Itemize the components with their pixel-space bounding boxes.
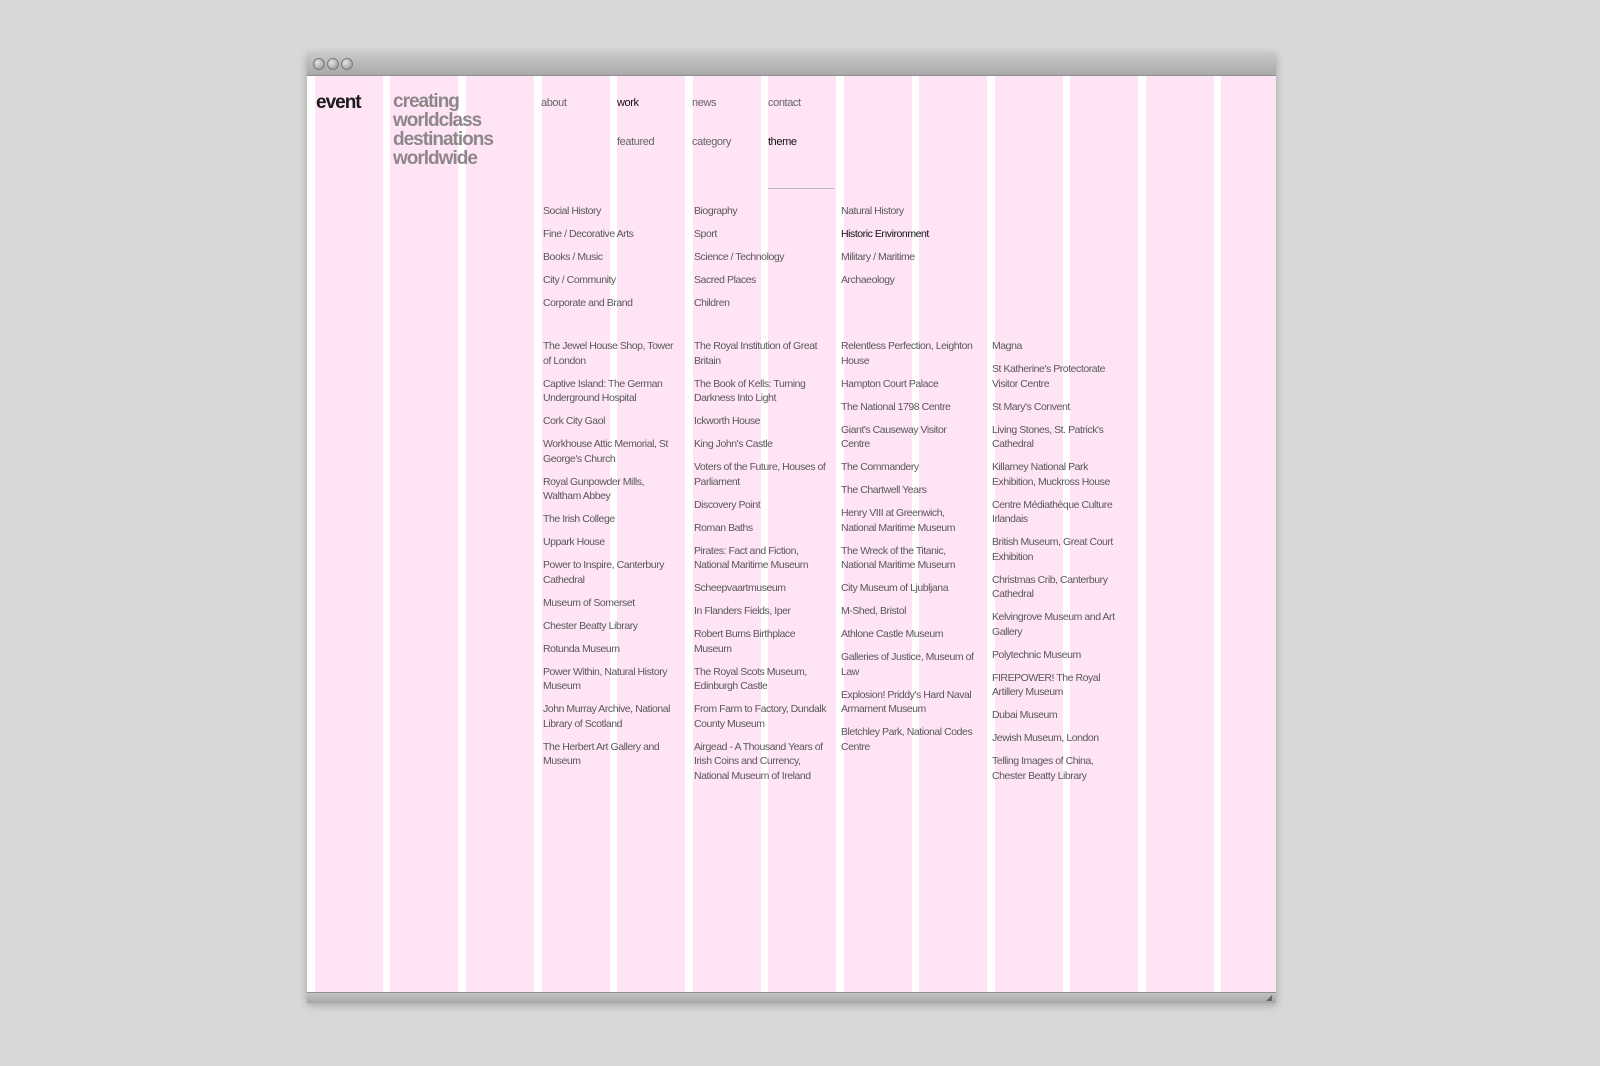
project-link[interactable]: Robert Burns Birthplace Museum — [694, 628, 796, 655]
project-link[interactable]: Uppark House — [543, 536, 605, 548]
subnav-item-featured[interactable]: featured — [617, 136, 655, 148]
grid-column — [1221, 76, 1276, 992]
nav-item-work[interactable]: work — [617, 97, 639, 109]
project-link[interactable]: Rotunda Museum — [543, 642, 620, 655]
project-link[interactable]: King John's Castle — [694, 438, 773, 450]
theme-link[interactable]: Historic Environment — [841, 228, 929, 240]
window-titlebar — [307, 53, 1276, 76]
grid-column — [466, 76, 534, 992]
project-link[interactable]: The Royal Scots Museum, Edinburgh Castle — [694, 665, 807, 692]
project-link[interactable]: Museum of Somerset — [543, 596, 635, 609]
project-link[interactable]: Scheepvaartmuseum — [694, 582, 786, 594]
project-link[interactable]: Dubai Museum — [992, 709, 1058, 721]
project-link[interactable]: FIREPOWER! The Royal Artillery Museum — [992, 671, 1101, 698]
grid-column — [1146, 76, 1214, 992]
project-link[interactable]: St Katherine's Protectorate Visitor Centre — [992, 363, 1106, 390]
theme-link[interactable]: Children — [694, 297, 730, 309]
nav-item-about[interactable]: about — [541, 97, 567, 109]
zoom-window-icon[interactable] — [341, 58, 353, 70]
project-column — [841, 339, 977, 763]
project-column — [694, 339, 830, 792]
project-link[interactable]: Galleries of Justice, Museum of Law — [841, 651, 974, 678]
theme-column — [841, 204, 977, 296]
resize-grip-icon[interactable]: ◢ — [1266, 993, 1273, 1002]
grid-column — [390, 76, 458, 992]
theme-column — [694, 204, 830, 319]
project-link[interactable]: St Mary's Convent — [992, 400, 1070, 413]
nav-item-news[interactable]: news — [692, 97, 717, 109]
project-link[interactable]: Killarney National Park Exhibition, Muckross House — [992, 461, 1110, 488]
project-link[interactable]: The Wreck of the Titanic, National Maritime Museum — [841, 544, 956, 571]
project-link[interactable]: Roman Baths — [694, 521, 753, 534]
theme-link[interactable]: Science / Technology — [694, 251, 785, 263]
project-link[interactable]: John Murray Archive, National Library of Scotland — [543, 703, 671, 730]
project-link[interactable]: Airgead - A Thousand Years of Irish Coins and Currency, National Museum of Ireland — [694, 740, 823, 782]
project-link[interactable]: The Commandery — [841, 461, 919, 473]
theme-link[interactable]: Sacred Places — [694, 274, 756, 286]
active-tab-underline — [768, 188, 834, 189]
project-link[interactable]: Relentless Perfection, Leighton House — [841, 340, 973, 367]
project-column — [543, 339, 679, 777]
close-window-icon[interactable] — [313, 58, 325, 70]
project-link[interactable]: Voters of the Future, Houses of Parliament — [694, 461, 826, 488]
project-link[interactable]: The Chartwell Years — [841, 484, 927, 496]
project-link[interactable]: Jewish Museum, London — [992, 732, 1099, 744]
tagline: creating worldclass destinations worldwide — [393, 91, 493, 169]
project-column — [992, 339, 1128, 792]
project-link[interactable]: M-Shed, Bristol — [841, 605, 907, 617]
project-link[interactable]: Henry VIII at Greenwich, National Maritime Museum — [841, 507, 956, 534]
theme-column — [543, 204, 679, 319]
project-link[interactable]: Power to Inspire, Canterbury Cathedral — [543, 559, 665, 586]
project-link[interactable]: British Museum, Great Court Exhibition — [992, 536, 1113, 563]
theme-link[interactable]: Sport — [694, 228, 717, 240]
project-link[interactable]: Living Stones, St. Patrick's Cathedral — [992, 423, 1104, 450]
project-link[interactable]: Magna — [992, 340, 1022, 352]
project-link[interactable]: The Royal Institution of Great Britain — [694, 340, 818, 367]
event-logo[interactable]: event — [316, 92, 361, 113]
project-link[interactable]: Power Within, Natural History Museum — [543, 665, 668, 692]
project-link[interactable]: Chester Beatty Library — [543, 619, 638, 632]
project-link[interactable]: Workhouse Attic Memorial, St George's Church — [543, 438, 668, 465]
theme-link[interactable]: Natural History — [841, 205, 904, 217]
project-link[interactable]: In Flanders Fields, Iper — [694, 605, 791, 617]
project-link[interactable]: Hampton Court Palace — [841, 377, 939, 390]
minimize-window-icon[interactable] — [327, 58, 339, 70]
theme-link[interactable]: City / Community — [543, 274, 616, 286]
theme-link[interactable]: Fine / Decorative Arts — [543, 228, 634, 240]
theme-link[interactable]: Corporate and Brand — [543, 297, 633, 309]
project-link[interactable]: Kelvingrove Museum and Art Gallery — [992, 611, 1115, 638]
project-link[interactable]: Discovery Point — [694, 498, 761, 511]
project-link[interactable]: Athlone Castle Museum — [841, 628, 944, 640]
browser-window — [307, 53, 1276, 1003]
window-statusbar — [307, 992, 1276, 1003]
theme-link[interactable]: Books / Music — [543, 251, 603, 263]
theme-link[interactable]: Archaeology — [841, 274, 895, 286]
theme-link[interactable]: Biography — [694, 205, 738, 217]
project-link[interactable]: Centre Médiathèque Culture Irlandais — [992, 498, 1113, 525]
project-link[interactable]: Christmas Crib, Canterbury Cathedral — [992, 573, 1108, 600]
project-link[interactable]: From Farm to Factory, Dundalk County Museum — [694, 703, 827, 730]
project-link[interactable]: Royal Gunpowder Mills, Waltham Abbey — [543, 475, 644, 502]
project-link[interactable]: Explosion! Priddy's Hard Naval Armament Museum — [841, 688, 972, 715]
grid-column — [315, 76, 383, 992]
subnav-item-category[interactable]: category — [692, 136, 731, 148]
project-link[interactable]: The Jewel House Shop, Tower of London — [543, 340, 674, 367]
project-link[interactable]: Polytechnic Museum — [992, 648, 1081, 661]
project-link[interactable]: City Museum of Ljubljana — [841, 582, 949, 594]
project-link[interactable]: Bletchley Park, National Codes Centre — [841, 726, 973, 753]
theme-link[interactable]: Social History — [543, 205, 601, 217]
page-content — [307, 76, 1276, 992]
project-link[interactable]: Captive Island: The German Underground Hospital — [543, 377, 663, 404]
project-link[interactable]: Telling Images of China, Chester Beatty Library — [992, 755, 1094, 782]
project-link[interactable]: The National 1798 Centre — [841, 400, 951, 413]
project-link[interactable]: Cork City Gaol — [543, 415, 605, 427]
project-link[interactable]: The Book of Kells: Turning Darkness Into Light — [694, 377, 806, 404]
project-link[interactable]: The Irish College — [543, 513, 615, 525]
project-link[interactable]: The Herbert Art Gallery and Museum — [543, 740, 660, 767]
project-link[interactable]: Pirates: Fact and Fiction, National Maritime Museum — [694, 544, 809, 571]
theme-link[interactable]: Military / Maritime — [841, 251, 915, 263]
project-link[interactable]: Ickworth House — [694, 415, 761, 427]
nav-item-contact[interactable]: contact — [768, 97, 801, 109]
subnav-item-theme[interactable]: theme — [768, 136, 797, 148]
project-link[interactable]: Giant's Causeway Visitor Centre — [841, 423, 947, 450]
